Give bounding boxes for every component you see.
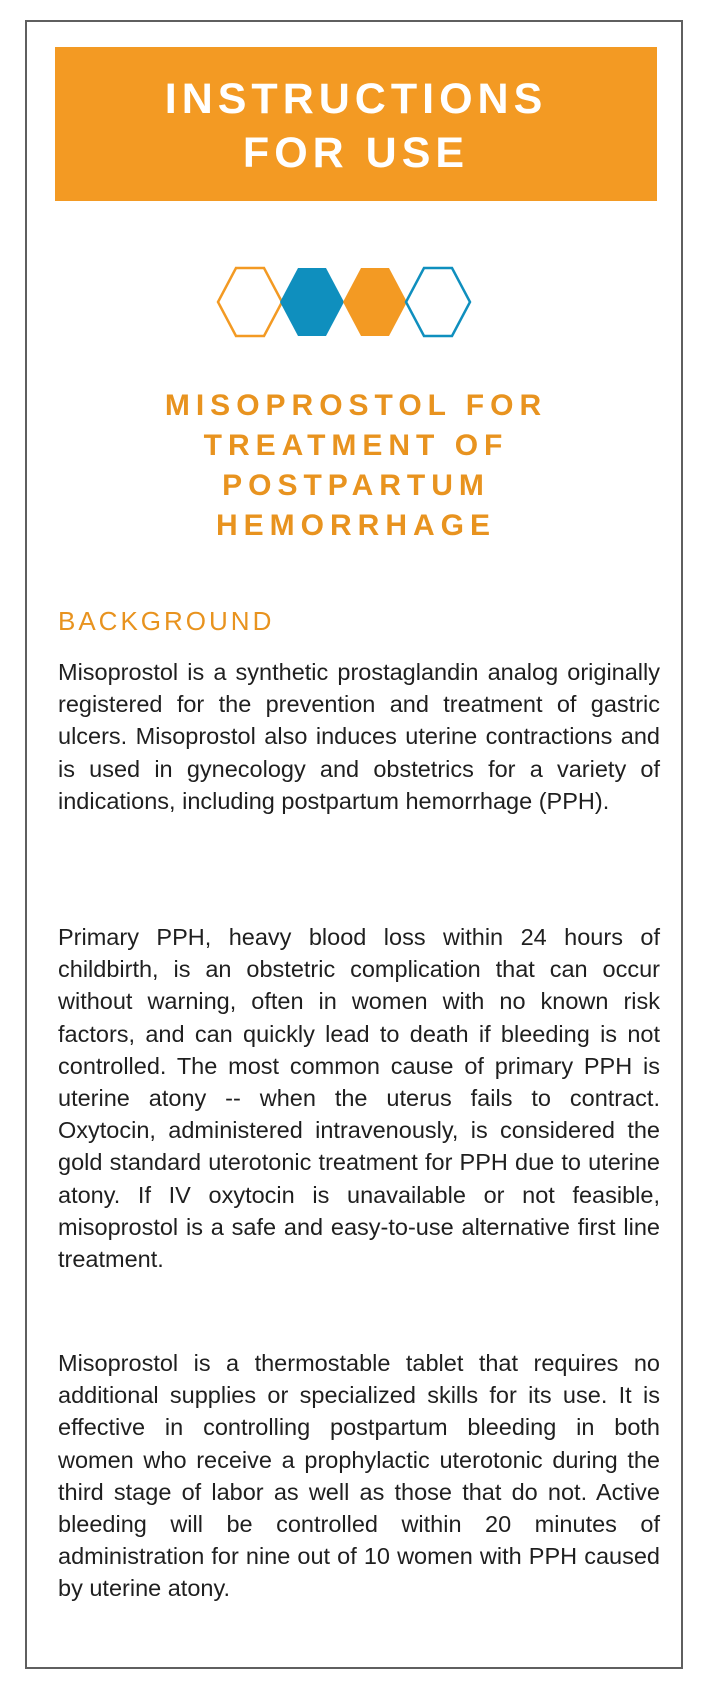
hexagon-logo-group: [214, 262, 482, 342]
banner-title-line-2: FOR USE: [242, 129, 470, 177]
background-paragraph-1: Misoprostol is a synthetic prostaglandin analog originally registered for the prevention and treatment of gastric ulcers. Misoprostol also induces uterine contractions and is used in gynecology and obstetrics for a variety of indications, including postpartum hemorrhage (PPH).: [58, 659, 660, 814]
hexagon-filled-blue-icon: [280, 268, 344, 336]
title-line-2: TREATMENT OF: [203, 429, 509, 462]
banner-title-line-1: INSTRUCTIONS: [164, 75, 548, 123]
instructions-banner: [55, 47, 657, 201]
title-line-4: HEMORRHAGE: [215, 509, 496, 542]
title-line-1: MISOPROSTOL FOR: [164, 389, 548, 422]
hexagon-filled-orange-icon: [343, 268, 407, 336]
hexagon-outline-orange-icon: [218, 268, 282, 336]
title-line-3: POSTPARTUM: [222, 469, 490, 502]
background-heading: BACKGROUND: [58, 606, 275, 636]
hexagon-outline-blue-icon: [406, 268, 470, 336]
background-paragraph-3: Misoprostol is a thermostable tablet that requires no additional supplies or specialized skills for its use. It is effective in controlling postpartum bleeding in both women who receive a prophylactic uterotonic during the third stage of labor as well as those that do not. Active bleeding will be controlled within 20 minutes of administration for nine out of 10 women with PPH caused by uterine atony.: [58, 1350, 660, 1602]
background-paragraph-2: Primary PPH, heavy blood loss within 24 hours of childbirth, is an obstetric complication that can occur without warning, often in women with no known risk factors, and can quickly lead to death if bleeding is not controlled. The most common cause of primary PPH is uterine atony -- when the uterus fails to contract. Oxytocin, administered intravenously, is considered the gold standard uterotonic treatment for PPH due to uterine atony. If IV oxytocin is unavailable or not feasible, misoprostol is a safe and easy-to-use alternative first line treatment.: [58, 924, 660, 1273]
document-title: [55, 386, 657, 546]
